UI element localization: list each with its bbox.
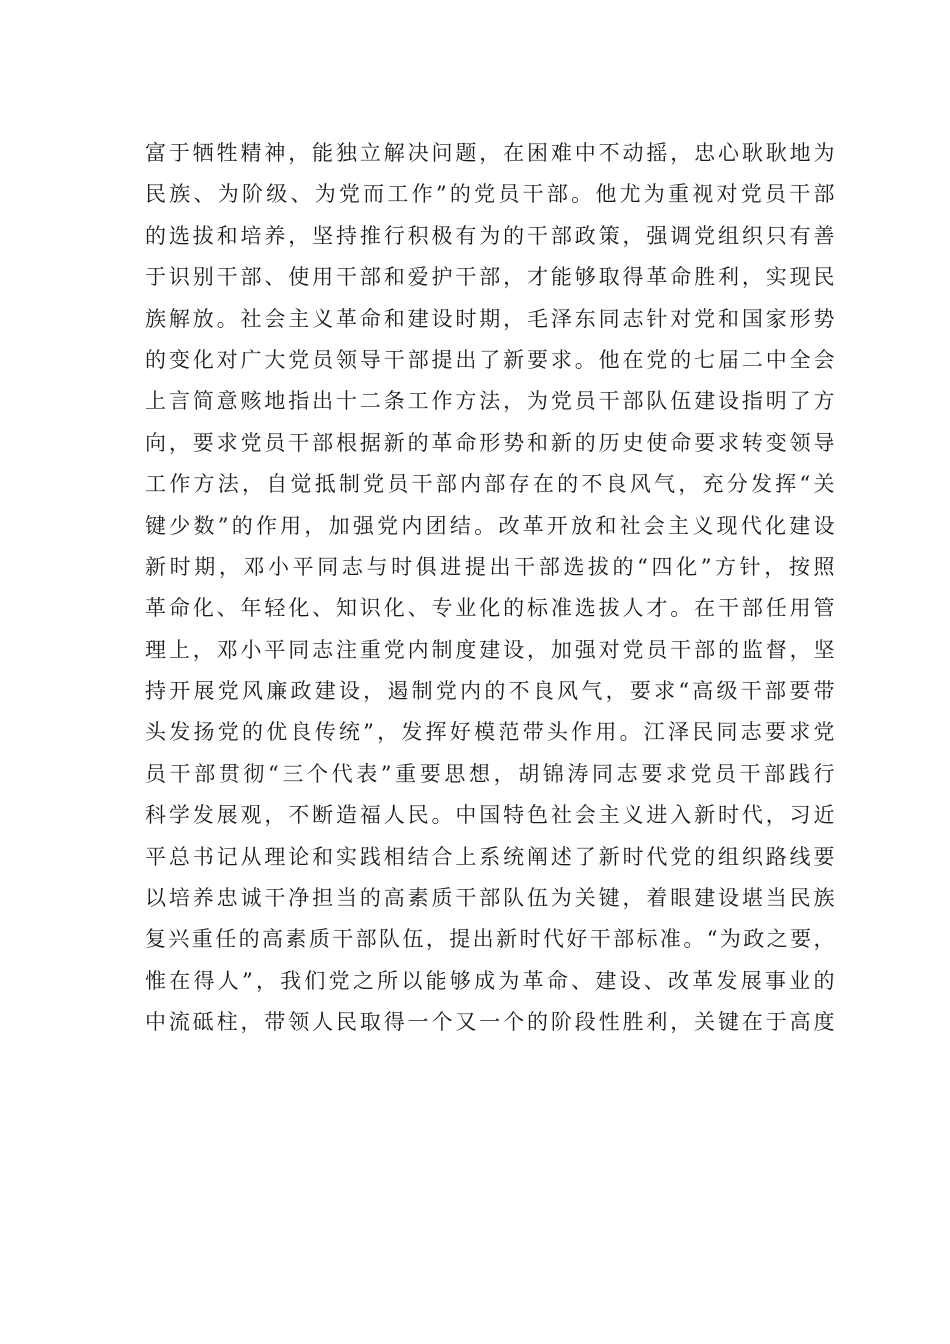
text-line: 的选拔和培养，坚持推行积极有为的干部政策，强调党组织只有善 — [145, 223, 835, 248]
text-line: 复兴重任的高素质干部队伍，提出新时代好干部标准。“为政之要， — [145, 927, 835, 952]
text-line: 革命化、年轻化、知识化、专业化的标准选拔人才。在干部任用管 — [145, 596, 835, 621]
text-line: 键少数”的作用，加强党内团结。改革开放和社会主义现代化建设 — [145, 513, 835, 538]
text-line: 工作方法，自觉抵制党员干部内部存在的不良风气，充分发挥“关 — [145, 472, 835, 497]
text-line: 的变化对广大党员领导干部提出了新要求。他在党的七届二中全会 — [145, 347, 835, 372]
text-line: 理上，邓小平同志注重党内制度建设，加强对党员干部的监督，坚 — [145, 637, 835, 662]
text-line: 民族、为阶级、为党而工作”的党员干部。他尤为重视对党员干部 — [145, 182, 835, 207]
text-line: 平总书记从理论和实践相结合上系统阐述了新时代党的组织路线要 — [145, 844, 835, 869]
text-line: 新时期，邓小平同志与时俱进提出干部选拔的“四化”方针，按照 — [145, 554, 835, 579]
text-line: 富于牺牲精神，能独立解决问题，在困难中不动摇，忠心耿耿地为 — [145, 141, 835, 165]
text-line: 中流砥柱，带领人民取得一个又一个的阶段性胜利，关键在于高度 — [145, 1010, 835, 1035]
text-line: 科学发展观，不断造福人民。中国特色社会主义进入新时代，习近 — [145, 803, 835, 828]
text-line: 族解放。社会主义革命和建设时期，毛泽东同志针对党和国家形势 — [145, 306, 835, 331]
text-line: 于识别干部、使用干部和爱护干部，才能够取得革命胜利，实现民 — [145, 265, 835, 290]
body-paragraph — [145, 133, 835, 1044]
text-line: 向，要求党员干部根据新的革命形势和新的历史使命要求转变领导 — [145, 430, 835, 455]
text-line: 以培养忠诚干净担当的高素质干部队伍为关键，着眼建设堪当民族 — [145, 886, 835, 911]
text-line: 员干部贯彻“三个代表”重要思想，胡锦涛同志要求党员干部践行 — [145, 761, 835, 786]
text-line: 头发扬党的优良传统”，发挥好模范带头作用。江泽民同志要求党 — [145, 720, 835, 745]
text-line: 惟在得人”，我们党之所以能够成为革命、建设、改革发展事业的 — [145, 968, 835, 993]
text-line: 持开展党风廉政建设，遏制党内的不良风气，要求“高级干部要带 — [145, 679, 835, 704]
text-line: 上言简意赅地指出十二条工作方法，为党员干部队伍建设指明了方 — [145, 389, 835, 414]
